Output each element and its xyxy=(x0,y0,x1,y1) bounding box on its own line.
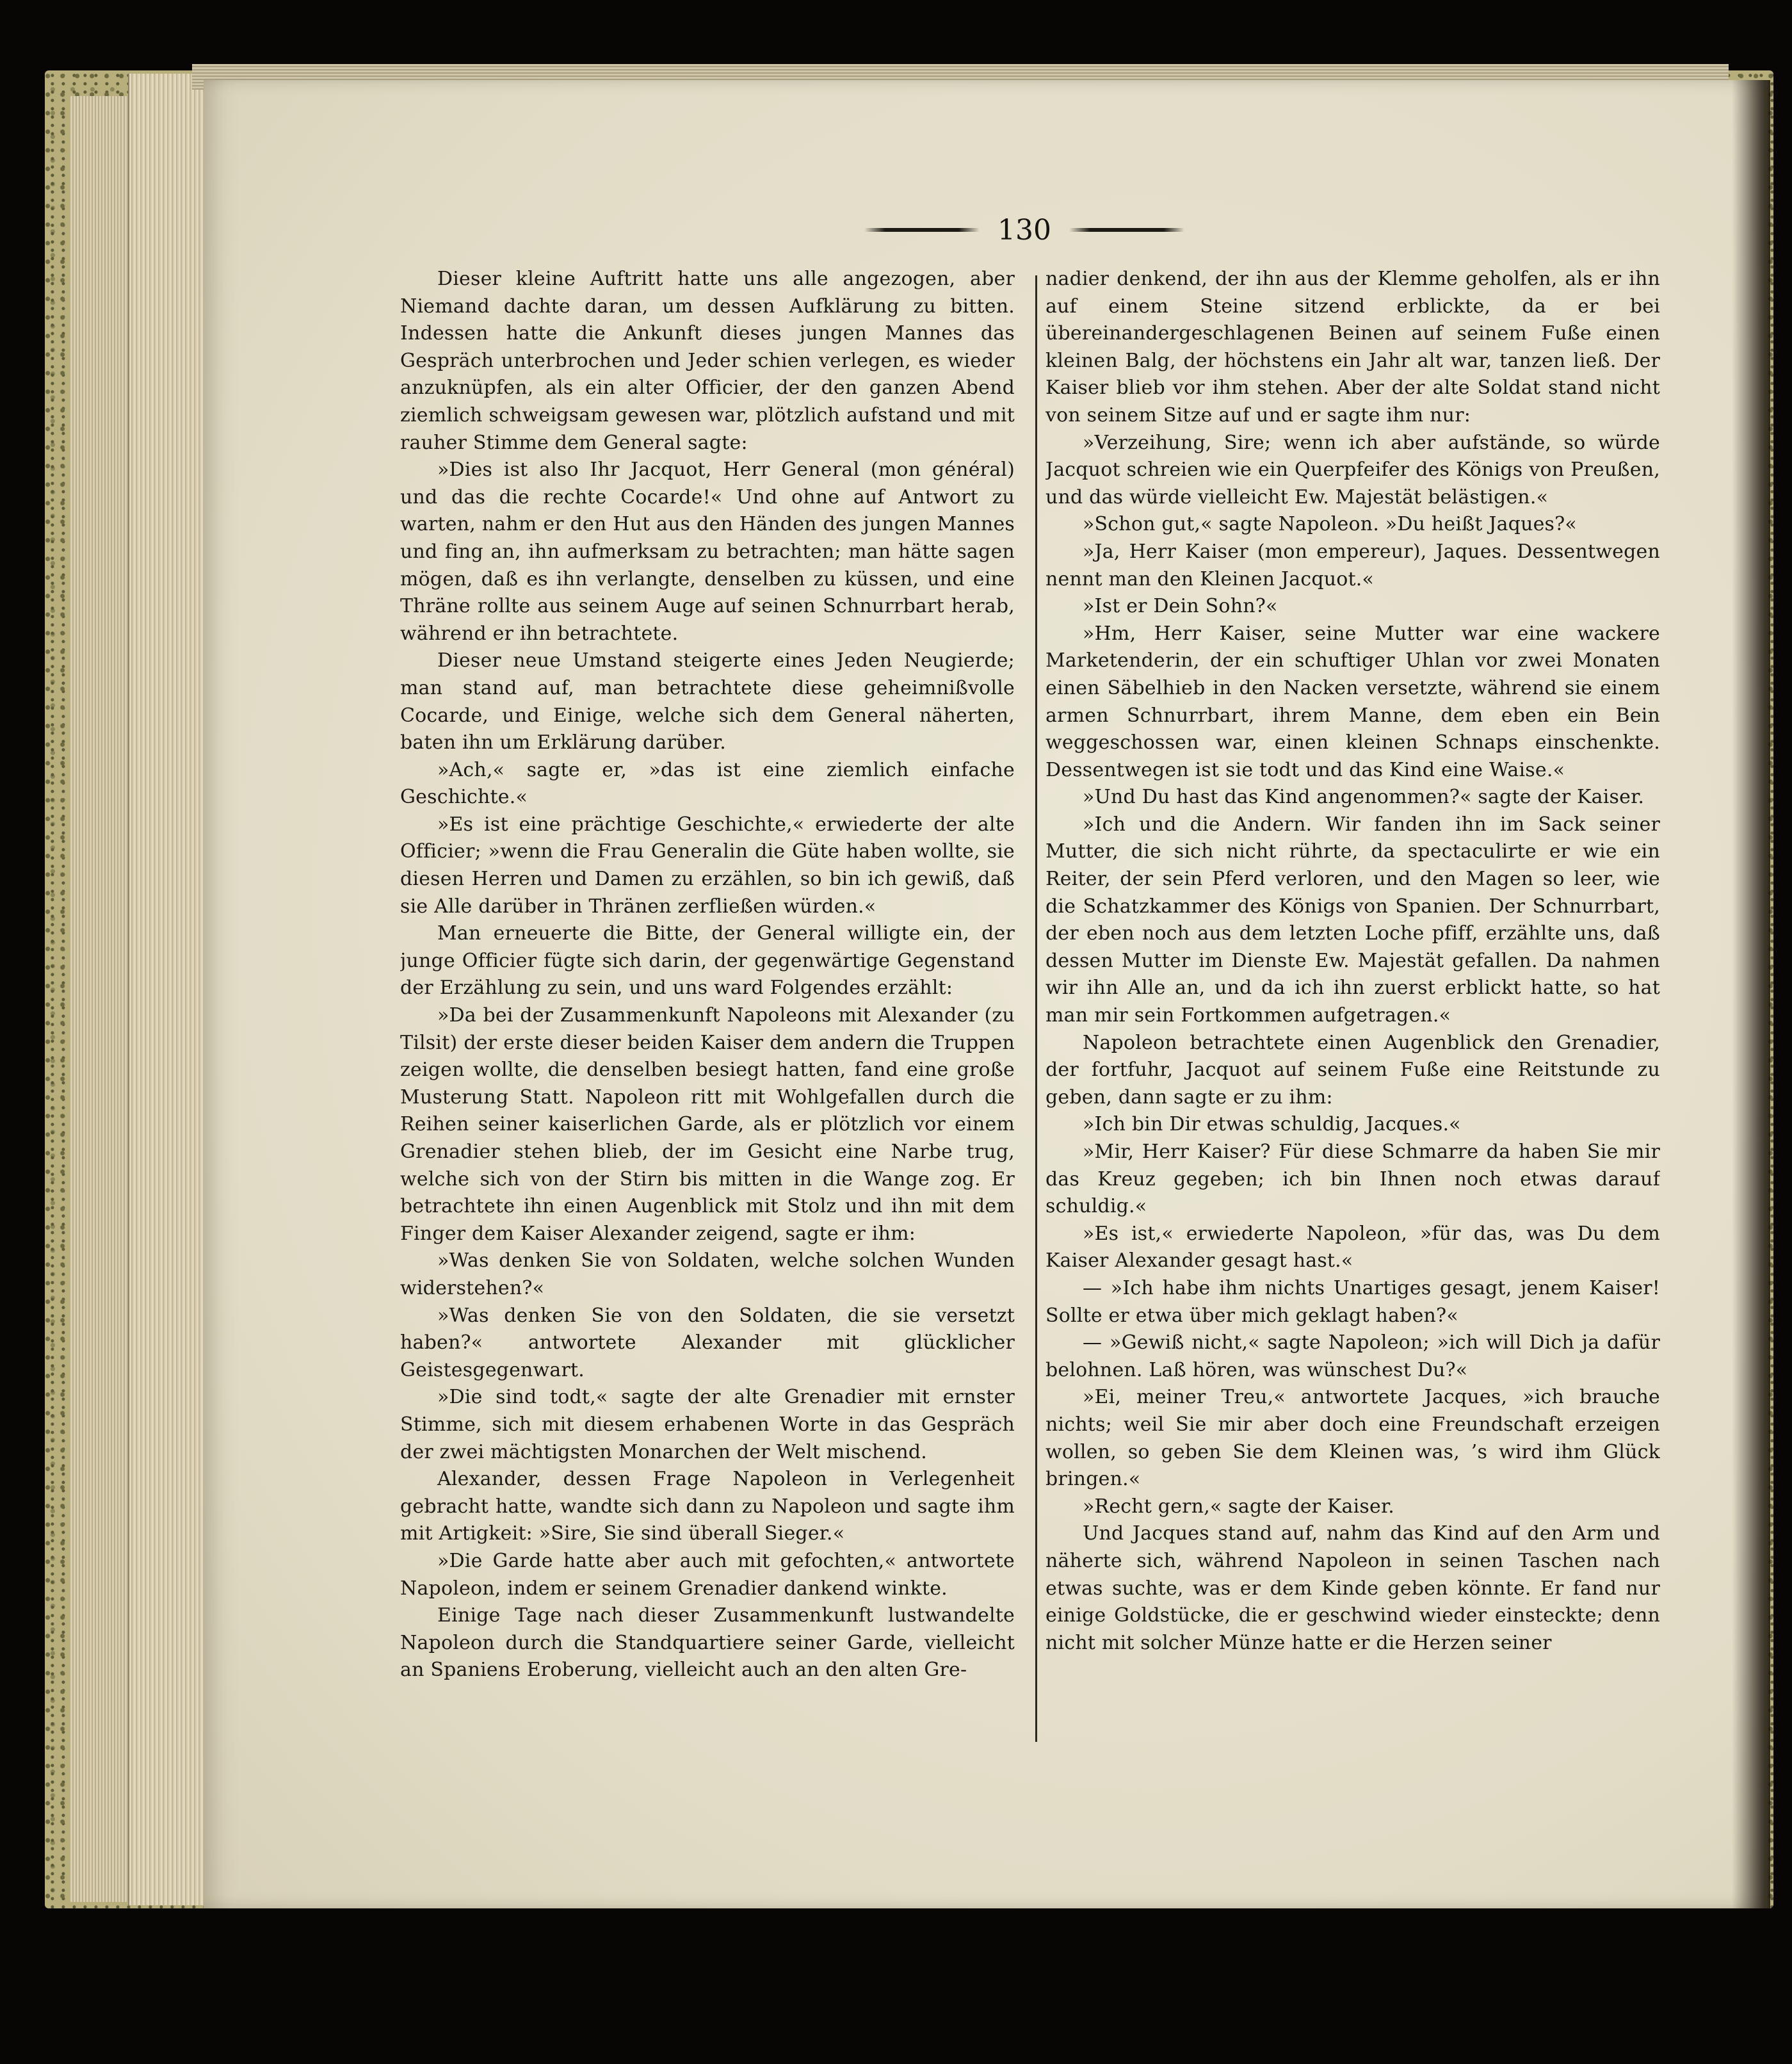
paragraph: — »Gewiß nicht,« sagte Napoleon; »ich will Dich ja dafür belohnen. Laß hören, was wünschest Du?« xyxy=(1045,1331,1660,1381)
column-divider xyxy=(1035,275,1037,1742)
paragraph: »Was denken Sie von den Soldaten, die sie versetzt haben?« antwortete Alexander mit glücklicher Geistesgegenwart. xyxy=(400,1304,1015,1381)
text-column-left xyxy=(400,266,1015,1764)
paragraph: »Es ist,« erwiederte Napoleon, »für das, was Du dem Kaiser Alexander gesagt hast.« xyxy=(1045,1222,1660,1272)
paragraph: »Es ist eine prächtige Geschichte,« erwiederte der alte Officier; »wenn die Frau Generalin die Güte haben wollte, sie diesen Herren und Damen zu erzählen, so bin ich gewiß, daß sie Alle darüber in Thränen zerfließen würden.« xyxy=(400,813,1015,918)
text-column-right xyxy=(1045,266,1660,1764)
paragraph: »Ach,« sagte er, »das ist eine ziemlich einfache Geschichte.« xyxy=(400,758,1015,809)
paragraph: »Die sind todt,« sagte der alte Grenadier mit ernster Stimme, sich mit diesem erhabenen Worte in das Gespräch der zwei mächtigsten Monarchen der Welt mischend. xyxy=(400,1386,1015,1463)
paragraph: »Hm, Herr Kaiser, seine Mutter war eine wackere Marketenderin, der ein schuftiger Uhlan vor zwei Monaten einen Säbelhieb in den Nacken versetzte, während sie einem armen Schnurrbart, ihrem Manne, dem eben ein Bein weggeschossen war, einen kleinen Schnaps einschenkte. Dessentwegen ist sie todt und das Kind eine Waise.« xyxy=(1045,622,1660,781)
paragraph: Dieser kleine Auftritt hatte uns alle angezogen, aber Niemand dachte daran, um dessen Aufklärung zu bitten. Indessen hatte die Ankunft dieses jungen Mannes das Gespräch unterbrochen und Jeder schien verlegen, es wieder anzuknüpfen, als ein alter Officier, der den ganzen Abend ziemlich schweigsam gewesen war, plötzlich aufstand und mit rauher Stimme dem General sagte: xyxy=(400,268,1015,454)
paragraph: »Ja, Herr Kaiser (mon empereur), Jaques. Dessentwegen nennt man den Kleinen Jacquot.« xyxy=(1045,540,1660,590)
paragraph: »Da bei der Zusammenkunft Napoleons mit Alexander (zu Tilsit) der erste dieser beiden Kaiser dem andern die Truppen zeigen wollte, die denselben besiegt hatten, fand eine große Musterung Statt. Napoleon ritt mit Wohlgefallen durch die Reihen seiner kaiserlichen Garde, als er plötzlich vor einem Grenadier stehen blieb, der im Gesicht eine Narbe trug, welche sich von der Stirn bis mitten in die Wange zog. Er betrachtete ihn einen Augenblick mit Stolz und ihn mit dem Finger dem Kaiser Alexander zeigend, sagte er ihm: xyxy=(400,1004,1015,1245)
header-rule-right xyxy=(1069,228,1184,232)
paragraph: Napoleon betrachtete einen Augenblick den Grenadier, der fortfuhr, Jacquot auf seinem Fuße eine Reitstunde zu geben, dann sagte er zu ihm: xyxy=(1045,1031,1660,1109)
paragraph: »Mir, Herr Kaiser? Für diese Schmarre da haben Sie mir das Kreuz gegeben; ich bin Ihnen noch etwas darauf schuldig.« xyxy=(1045,1141,1660,1218)
paragraph: »Schon gut,« sagte Napoleon. »Du heißt Jaques?« xyxy=(1083,513,1577,536)
paragraph: »Ei, meiner Treu,« antwortete Jacques, »ich brauche nichts; weil Sie mir aber doch eine Freundschaft erzeigen wollen, so geben Sie dem Kleinen was, ’s wird ihm Glück bringen.« xyxy=(1045,1386,1660,1491)
paragraph: Alexander, dessen Frage Napoleon in Verlegenheit gebracht hatte, wandte sich dann zu Napoleon und sagte ihm mit Artigkeit: »Sire, Sie sind überall Sieger.« xyxy=(400,1468,1015,1545)
page-edges xyxy=(128,74,213,1905)
paragraph: »Ich und die Andern. Wir fanden ihn im Sack seiner Mutter, die sich nicht rührte, da spectaculirte er wie ein Reiter, der sein Pferd verloren, und den Magen so leer, wie die Schatzkammer des Königs von Spanien. Der Schnurrbart, der eben noch aus dem letzten Loche pfiff, erzählte uns, daß dessen Mutter im Dienste Ew. Majestät gefallen. Da nahmen wir ihn Alle an, und da ich ihn zuerst erblickt hatte, so hat man mir sein Fortkommen aufgetragen.« xyxy=(1045,813,1660,1027)
paragraph: »Die Garde hatte aber auch mit gefochten,« antwortete Napoleon, indem er seinem Grenadier dankend winkte. xyxy=(400,1549,1015,1600)
header-rule-left xyxy=(864,228,980,232)
paragraph: Dieser neue Umstand steigerte eines Jeden Neugierde; man stand auf, man betrachtete diese geheimnißvolle Cocarde, und Einige, welche sich dem General näherten, baten ihn um Erklärung darüber. xyxy=(400,649,1015,754)
paragraph: — »Ich habe ihm nichts Unartiges gesagt, jenem Kaiser! Sollte er etwa über mich geklagt haben?« xyxy=(1045,1276,1660,1327)
paragraph: »Verzeihung, Sire; wenn ich aber aufstände, so würde Jacquot schreien wie ein Querpfeifer des Königs von Preußen, und das würde vielleicht Ew. Majestät belästigen.« xyxy=(1045,431,1660,508)
page-number: 130 xyxy=(997,214,1051,247)
paragraph: »Ist er Dein Sohn?« xyxy=(1083,595,1278,618)
paragraph: Einige Tage nach dieser Zusammenkunft lustwandelte Napoleon durch die Standquartiere seiner Garde, vielleicht an Spaniens Eroberung, vielleicht auch an den alten Gre- xyxy=(400,1604,1015,1682)
paragraph: »Und Du hast das Kind angenommen?« sagte der Kaiser. xyxy=(1083,786,1645,809)
gutter-shadow xyxy=(1732,80,1770,1908)
paragraph: »Dies ist also Ihr Jacquot, Herr General (mon général) und das die rechte Cocarde!« Und ohne auf Antwort zu warten, nahm er den Hut aus den Händen des jungen Mannes und fing an, ihn aufmerksam zu betrachten; man hätte sagen mögen, daß es ihn verlangte, denselben zu küssen, und eine Thräne rollte aus seinem Auge auf seinen Schnurrbart herab, während er ihn betrachtete. xyxy=(400,459,1015,645)
paragraph: Und Jacques stand auf, nahm das Kind auf den Arm und näherte sich, während Napoleon in seinen Taschen nach etwas suchte, was er dem Kinde geben könnte. Er fand nur einige Goldstücke, die er geschwind wieder einsteckte; denn nicht mit solcher Münze hatte er die Herzen seiner xyxy=(1045,1522,1660,1654)
page-header xyxy=(858,211,1191,250)
paragraph: »Recht gern,« sagte der Kaiser. xyxy=(1083,1495,1394,1518)
paragraph: Man erneuerte die Bitte, der General willigte ein, der junge Officier fügte sich darin, der gegenwärtige Gegenstand der Erzählung zu sein, und uns ward Folgendes erzählt: xyxy=(400,922,1015,1000)
paragraph: nadier denkend, der ihn aus der Klemme geholfen, als er ihn auf einem Steine sitzend erblickte, da er bei übereinandergeschlagenen Beinen auf seinem Fuße einen kleinen Balg, der höchstens ein Jahr alt war, tanzen ließ. Der Kaiser blieb vor ihm stehen. Aber der alte Soldat stand nicht von seinem Sitze auf und er sagte ihm nur: xyxy=(1045,268,1660,427)
paragraph: »Was denken Sie von Soldaten, welche solchen Wunden widerstehen?« xyxy=(400,1249,1015,1299)
paragraph: »Ich bin Dir etwas schuldig, Jacques.« xyxy=(1083,1113,1461,1136)
